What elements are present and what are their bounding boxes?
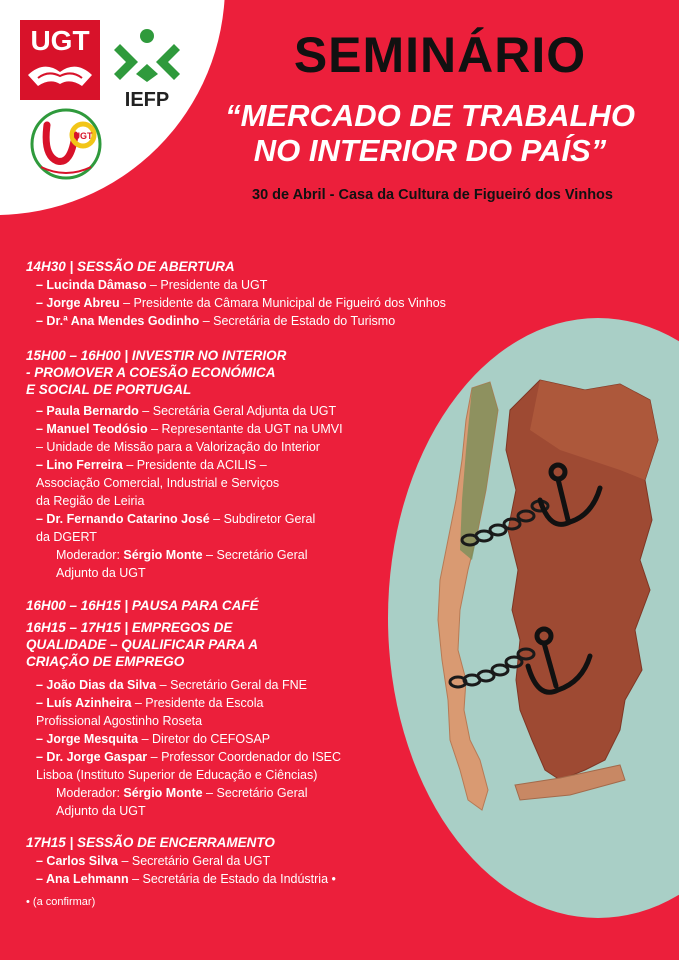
speaker-role-line: da DGERT [36,530,97,544]
speaker-name: – Jorge Mesquita [36,732,139,746]
date-and-venue: 30 de Abril - Casa da Cultura de Figueiró dos Vinhos [252,187,613,203]
speaker-name: – Dr. Fernando Catarino José [36,512,210,526]
speaker-role-line: Profissional Agostinho Roseta [36,714,203,728]
speaker-line [36,750,341,765]
session-coffee-break-title: 16H00 – 16H15 | PAUSA PARA CAFÉ [26,598,259,613]
speaker-role: – Secretário Geral da UGT [118,854,271,868]
speaker-name: – Dr.ª Ana Mendes Godinho [36,314,200,328]
moderator-label: Moderador: [56,548,124,562]
ugt-40-years-logo [27,105,105,183]
page-title: SEMINÁRIO [293,27,587,83]
speaker-line [36,296,446,311]
speaker-name: – Lino Ferreira [36,458,123,472]
speaker-role: – Secretária de Estado do Turismo [199,314,396,328]
moderator-line [56,786,308,801]
seminar-subtitle [200,98,660,168]
footnote: • (a confirmar) [26,896,96,908]
moderator-name: Sérgio Monte [123,548,203,562]
speaker-role: – Representante da UGT na UMVI [147,422,343,436]
speaker-line [36,872,336,887]
speaker-role: – Secretário Geral da FNE [156,678,307,692]
speaker-name: – Manuel Teodósio [36,422,148,436]
moderator-role: – Secretário Geral [202,548,308,562]
ugt-logo [20,20,100,100]
speaker-name: – Jorge Abreu [36,296,120,310]
svg-text:IEFP: IEFP [124,89,170,111]
speaker-line [36,678,307,693]
svg-text:UGT: UGT [30,25,90,56]
speaker-role-line: da Região de Leiria [36,494,145,508]
speaker-role-line: – Unidade de Missão para a Valorização do Interior [36,440,320,454]
speaker-role: – Secretária Geral Adjunta da UGT [138,404,337,418]
speaker-role-line: Associação Comercial, Industrial e Serviços [36,476,280,490]
speaker-role: – Professor Coordenador do ISEC [147,750,342,764]
speaker-name: – Dr. Jorge Gaspar [36,750,148,764]
speaker-name: – Luís Azinheira [36,696,132,710]
session-title-line: CRIAÇÃO DE EMPREGO [26,654,185,669]
moderator-role-line: Adjunto da UGT [56,566,146,580]
speaker-line [36,422,343,437]
speaker-name: – João Dias da Silva [36,678,157,692]
speaker-line [36,278,267,293]
session-invest-title [26,347,286,398]
moderator-label: Moderador: [56,786,124,800]
session-quality-jobs-title [26,619,258,670]
speaker-role: – Secretária de Estado da Indústria • [128,872,336,886]
svg-text:UGT: UGT [73,131,93,141]
speaker-line [36,314,395,329]
session-title-line: 15H00 – 16H00 | INVESTIR NO INTERIOR [26,348,287,363]
subtitle-line-2: NO INTERIOR DO PAÍS” [253,133,607,169]
speaker-name: – Carlos Silva [36,854,118,868]
subtitle-line-1: “MERCADO DE TRABALHO [225,98,635,133]
portugal-map-illustration [420,360,670,820]
session-title-line: E SOCIAL DE PORTUGAL [26,382,192,397]
speaker-line [36,854,270,869]
speaker-role-line: Lisboa (Instituto Superior de Educação e Ciências) [36,768,318,782]
moderator-role-line: Adjunto da UGT [56,804,146,818]
session-title-line: - PROMOVER A COESÃO ECONÓMICA [26,365,276,380]
moderator-line [56,548,308,563]
speaker-role: – Presidente da Câmara Municipal de Figueiró dos Vinhos [119,296,446,310]
session-title-line: 16H15 – 17H15 | EMPREGOS DE [26,620,233,635]
speaker-line [36,512,315,527]
speaker-role: – Presidente da UGT [146,278,268,292]
speaker-line [36,404,336,419]
speaker-name: – Paula Bernardo [36,404,139,418]
session-closing-title: 17H15 | SESSÃO DE ENCERRAMENTO [26,835,275,850]
speaker-line [36,458,267,473]
iefp-logo [110,22,185,112]
speaker-role: – Presidente da ACILIS – [122,458,267,472]
speaker-line [36,732,270,747]
moderator-name: Sérgio Monte [123,786,203,800]
moderator-role: – Secretário Geral [202,786,308,800]
session-title-line: QUALIDADE – QUALIFICAR PARA A [26,637,258,652]
session-opening-title: 14H30 | SESSÃO DE ABERTURA [26,259,235,274]
speaker-name: – Lucinda Dâmaso [36,278,147,292]
speaker-role: – Diretor do CEFOSAP [138,732,271,746]
speaker-role: – Subdiretor Geral [209,512,316,526]
speaker-role: – Presidente da Escola [131,696,264,710]
speaker-name: – Ana Lehmann [36,872,129,886]
speaker-line [36,696,263,711]
